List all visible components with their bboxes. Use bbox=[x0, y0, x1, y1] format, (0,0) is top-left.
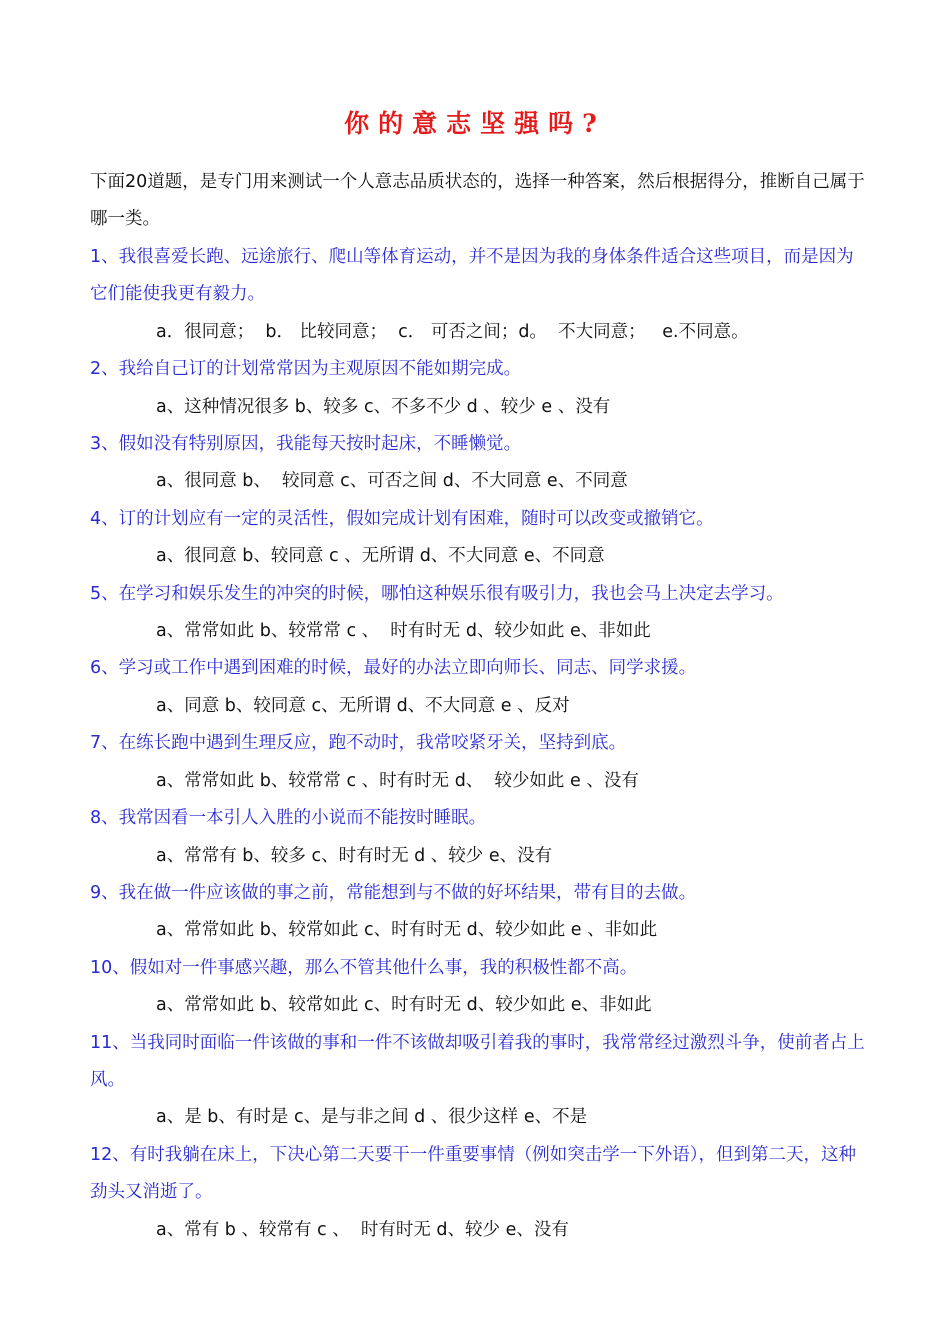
question-text: 7、在练长跑中遇到生理反应，跑不动时，我常咬紧牙关，坚持到底。 bbox=[90, 733, 627, 754]
page-title: 你的意志坚强吗? bbox=[344, 109, 606, 138]
question-item bbox=[90, 650, 870, 725]
question-text: 5、在学习和娱乐发生的冲突的时候，哪怕这种娱乐很有吸引力，我也会马上决定去学习。 bbox=[90, 583, 784, 604]
question-text: 12、有时我躺在床上，下决心第二天要干一件重要事情（例如突击学一下外语），但到第二天，这种劲头又消逝了。 bbox=[90, 1144, 857, 1203]
question-options: a、很同意 b、 较同意 c、可否之间 d、不大同意 e、不同意 bbox=[156, 471, 628, 492]
question-item bbox=[90, 950, 870, 1025]
question-item bbox=[90, 239, 870, 351]
question-list bbox=[90, 239, 870, 1249]
question-text: 2、我给自己订的计划常常因为主观原因不能如期完成。 bbox=[90, 359, 522, 380]
question-text: 1、我很喜爱长跑、远途旅行、爬山等体育运动，并不是因为我的身体条件适合这些项目，而是因为它们能使我更有毅力。 bbox=[90, 247, 854, 305]
question-options: a．很同意； b． 比较同意； c． 可否之间；d。 不大同意； e.不同意。 bbox=[156, 321, 749, 342]
question-options: a、常常有 b、较多 c、时有时无 d 、较少 e、没有 bbox=[156, 845, 553, 866]
question-options: a、常常如此 b、较常如此 c、时有时无 d、较少如此 e、非如此 bbox=[156, 995, 652, 1016]
question-item bbox=[90, 800, 870, 875]
question-item bbox=[90, 501, 870, 576]
question-options: a、常有 b 、较常有 c 、 时有时无 d、较少 e、没有 bbox=[156, 1219, 569, 1240]
question-item bbox=[90, 576, 870, 651]
question-item bbox=[90, 875, 870, 950]
question-text: 3、假如没有特别原因，我能每天按时起床，不睡懒觉。 bbox=[90, 434, 522, 455]
question-options: a、同意 b、较同意 c、无所谓 d、不大同意 e 、反对 bbox=[156, 695, 570, 716]
question-text: 11、当我同时面临一件该做的事和一件不该做却吸引着我的事时，我常常经过激烈斗争，使前者占上风。 bbox=[90, 1032, 865, 1090]
question-item bbox=[90, 351, 870, 426]
question-text: 6、学习或工作中遇到困难的时候，最好的办法立即向师长、同志、同学求援。 bbox=[90, 658, 697, 679]
question-text: 9、我在做一件应该做的事之前，常能想到与不做的好坏结果，带有目的去做。 bbox=[90, 882, 697, 903]
question-item bbox=[90, 725, 870, 800]
question-item bbox=[90, 426, 870, 501]
question-options: a、常常如此 b、较常常 c 、时有时无 d、 较少如此 e 、没有 bbox=[156, 770, 639, 791]
question-options: a、常常如此 b、较常常 c 、 时有时无 d、较少如此 e、非如此 bbox=[156, 621, 651, 642]
question-options: a、很同意 b、较同意 c 、无所谓 d、不大同意 e、不同意 bbox=[156, 546, 605, 567]
intro-paragraph: 下面20道题，是专门用来测试一个人意志品质状态的，选择一种答案，然后根据得分，推断自己属于哪一类。 bbox=[90, 172, 865, 230]
question-options: a、这种情况很多 b、较多 c、不多不少 d 、较少 e 、没有 bbox=[156, 396, 611, 417]
question-item bbox=[90, 1025, 870, 1137]
question-options: a、是 b、有时是 c、是与非之间 d 、很少这样 e、不是 bbox=[156, 1107, 588, 1128]
question-options: a、常常如此 b、较常如此 c、时有时无 d、较少如此 e 、非如此 bbox=[156, 920, 658, 941]
question-text: 10、假如对一件事感兴趣，那么不管其他什么事，我的积极性都不高。 bbox=[90, 957, 638, 978]
question-text: 8、我常因看一本引人入胜的小说而不能按时睡眠。 bbox=[90, 808, 487, 829]
question-item bbox=[90, 1137, 870, 1249]
question-text: 4、订的计划应有一定的灵活性，假如完成计划有困难，随时可以改变或撤销它。 bbox=[90, 508, 714, 529]
